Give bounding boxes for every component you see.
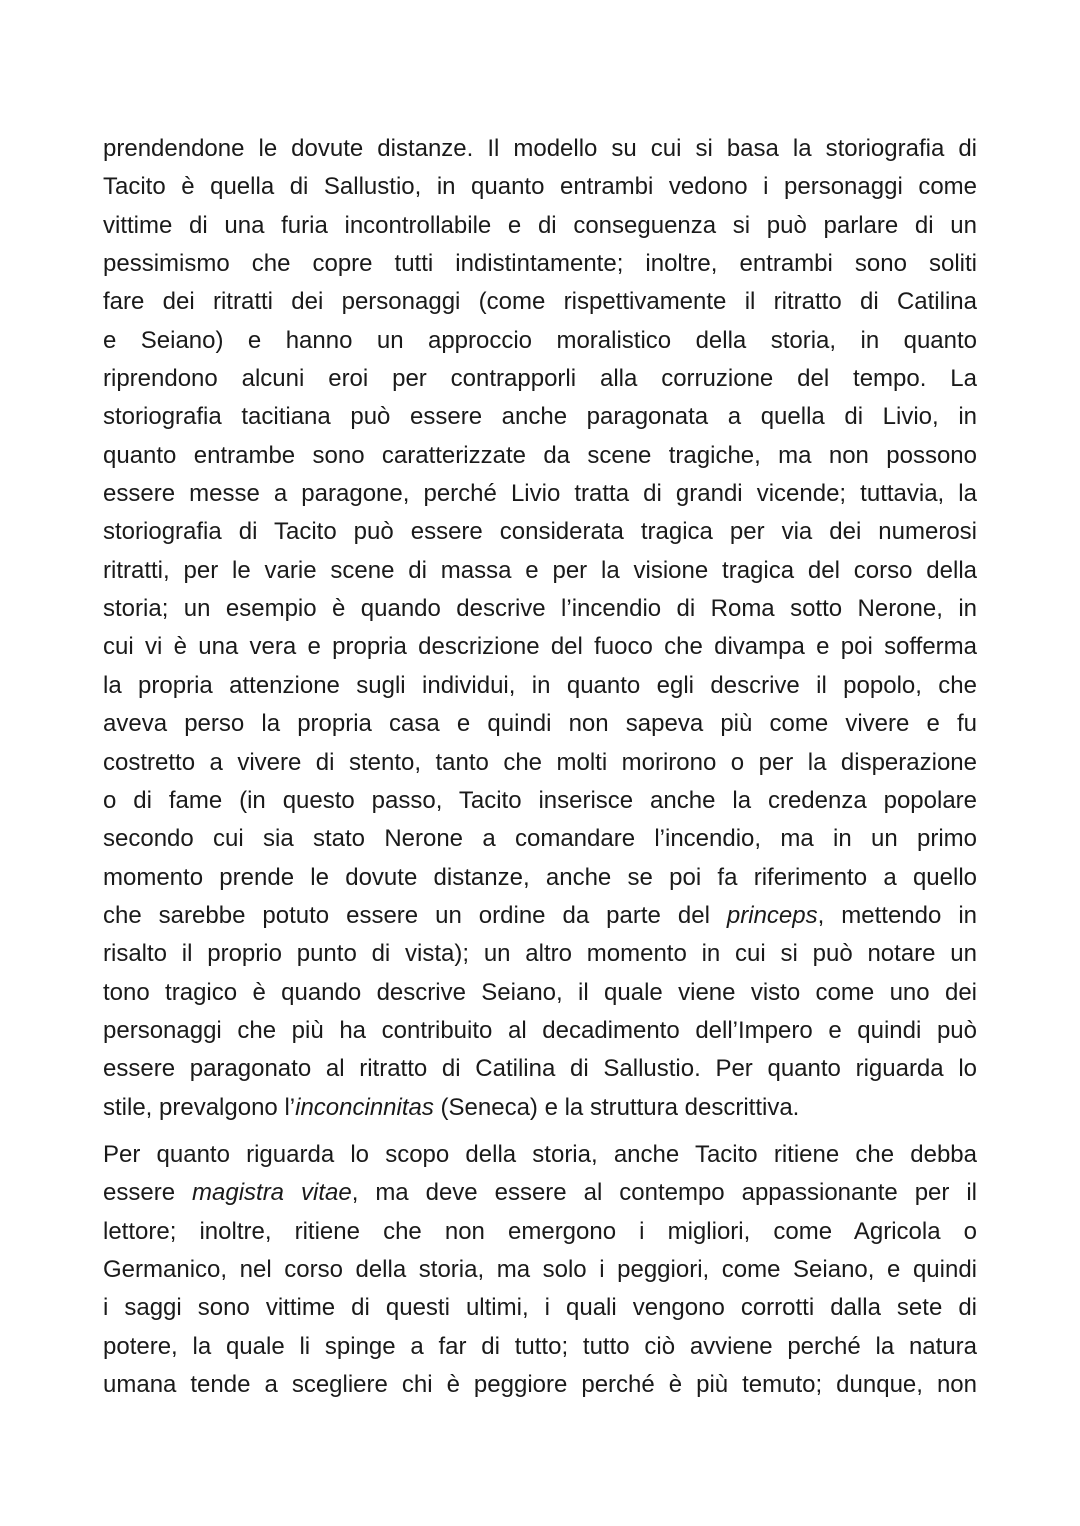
text-line bbox=[103, 360, 977, 398]
paragraph bbox=[103, 1136, 977, 1404]
text-line bbox=[103, 628, 977, 666]
text-segment: la propria attenzione sugli individui, in quanto egli descrive il popolo, che bbox=[103, 671, 977, 699]
text-line bbox=[103, 859, 977, 897]
text-segment: personaggi che più ha contribuito al decadimento dell’Impero e quindi può bbox=[103, 1016, 977, 1044]
text-segment: Per quanto riguarda lo scopo della storia, anche Tacito ritiene che debba bbox=[103, 1140, 977, 1168]
text-segment: Germanico, nel corso della storia, ma solo i peggiori, come Seiano, e quindi bbox=[103, 1255, 977, 1283]
text-line bbox=[103, 590, 977, 628]
text-segment: aveva perso la propria casa e quindi non sapeva più come vivere e fu bbox=[103, 710, 977, 738]
text-line bbox=[103, 475, 977, 513]
text-line bbox=[103, 705, 977, 743]
text-line bbox=[103, 1213, 977, 1251]
text-segment: prendendone le dovute distanze. Il modello su cui si basa la storiografia di bbox=[103, 135, 977, 162]
text-line bbox=[103, 1328, 977, 1366]
text-segment: ritratti, per le varie scene di massa e per la visione tragica del corso della bbox=[103, 556, 977, 584]
text-segment: storiografia tacitiana può essere anche paragonata a quella di Livio, in bbox=[103, 403, 977, 431]
text-line bbox=[103, 744, 977, 782]
text-segment: (Seneca) e la struttura descrittiva. bbox=[433, 1093, 800, 1121]
text-line bbox=[103, 1050, 977, 1088]
document-page bbox=[103, 130, 977, 1404]
text-line bbox=[103, 1136, 977, 1174]
text-segment: costretto a vivere di stento, tanto che molti morirono o per la disperazione bbox=[103, 748, 977, 776]
text-line bbox=[103, 1089, 977, 1127]
text-line bbox=[103, 283, 977, 321]
text-line bbox=[103, 552, 977, 590]
text-segment: secondo cui sia stato Nerone a comandare l’incendio, ma in un primo bbox=[103, 825, 977, 853]
text-line bbox=[103, 168, 977, 206]
text-line bbox=[103, 322, 977, 360]
text-segment: lettore; inoltre, ritiene che non emergono i migliori, come Agricola o bbox=[103, 1217, 977, 1245]
text-segment: potere, la quale li spinge a far di tutto; tutto ciò avviene perché la natura bbox=[103, 1332, 977, 1360]
text-line bbox=[103, 1366, 977, 1404]
text-segment: che sarebbe potuto essere un ordine da parte del bbox=[103, 901, 727, 929]
text-line bbox=[103, 667, 977, 705]
text-line bbox=[103, 820, 977, 858]
text-line bbox=[103, 207, 977, 245]
text-segment: essere messe a paragone, perché Livio tratta di grandi vicende; tuttavia, la bbox=[103, 480, 977, 508]
text-line bbox=[103, 897, 977, 935]
text-segment: Tacito è quella di Sallustio, in quanto entrambi vedono i personaggi come bbox=[103, 173, 977, 201]
text-segment: storiografia di Tacito può essere considerata tragica per via dei numerosi bbox=[103, 518, 977, 546]
text-line bbox=[103, 974, 977, 1012]
text-line bbox=[103, 1251, 977, 1289]
text-segment: riprendono alcuni eroi per contrapporli alla corruzione del tempo. La bbox=[103, 365, 977, 393]
text-segment: cui vi è una vera e propria descrizione del fuoco che divampa e poi sofferma bbox=[103, 633, 977, 661]
text-segment: stile, prevalgono l’ bbox=[103, 1093, 296, 1121]
text-segment: momento prende le dovute distanze, anche se poi fa riferimento a quello bbox=[103, 863, 977, 891]
text-line bbox=[103, 1012, 977, 1050]
text-line bbox=[103, 935, 977, 973]
text-segment: o di fame (in questo passo, Tacito inserisce anche la credenza popolare bbox=[103, 786, 977, 814]
text-line bbox=[103, 398, 977, 436]
text-segment: e Seiano) e hanno un approccio moralistico della storia, in quanto bbox=[103, 326, 977, 354]
text-segment: risalto il proprio punto di vista); un altro momento in cui si può notare un bbox=[103, 940, 977, 968]
paragraph bbox=[103, 130, 977, 1127]
text-segment: i saggi sono vittime di questi ultimi, i quali vengono corrotti dalla sete di bbox=[103, 1294, 977, 1322]
italic-term: princeps bbox=[726, 901, 818, 929]
text-line bbox=[103, 1174, 977, 1212]
text-segment: pessimismo che copre tutti indistintamente; inoltre, entrambi sono soliti bbox=[103, 250, 977, 278]
text-segment: , ma deve essere al contempo appassionante per il bbox=[351, 1179, 978, 1207]
text-segment: tono tragico è quando descrive Seiano, il quale viene visto come uno dei bbox=[103, 978, 977, 1006]
text-segment: essere bbox=[103, 1179, 192, 1207]
text-line bbox=[103, 437, 977, 475]
text-segment: storia; un esempio è quando descrive l’incendio di Roma sotto Nerone, in bbox=[103, 595, 977, 623]
text-line bbox=[103, 1289, 977, 1327]
text-segment: quanto entrambe sono caratterizzate da scene tragiche, ma non possono bbox=[103, 441, 977, 469]
text-segment: , mettendo in bbox=[817, 901, 977, 929]
text-segment: vittime di una furia incontrollabile e di conseguenza si può parlare di un bbox=[103, 211, 977, 239]
text-segment: essere paragonato al ritratto di Catilina di Sallustio. Per quanto riguarda lo bbox=[103, 1055, 977, 1083]
text-line bbox=[103, 782, 977, 820]
text-line bbox=[103, 130, 977, 168]
text-line bbox=[103, 513, 977, 551]
italic-term: magistra vitae bbox=[192, 1179, 352, 1207]
text-line bbox=[103, 245, 977, 283]
text-segment: umana tende a scegliere chi è peggiore perché è più temuto; dunque, non bbox=[103, 1371, 977, 1398]
italic-term: inconcinnitas bbox=[295, 1093, 434, 1121]
text-segment: fare dei ritratti dei personaggi (come rispettivamente il ritratto di Catilina bbox=[103, 288, 977, 316]
